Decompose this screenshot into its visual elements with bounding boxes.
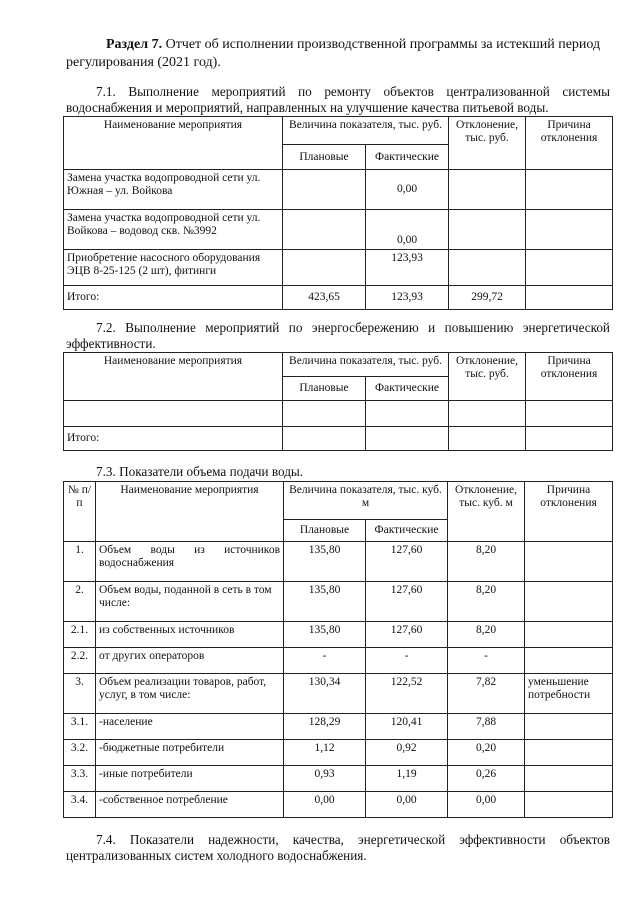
s71-total-label: Итого: xyxy=(64,286,283,310)
s73-cell-plan: - xyxy=(284,648,366,674)
s71-header-reason: Причина отклонения xyxy=(526,117,613,170)
s73-table xyxy=(63,481,613,818)
s71-row-plan xyxy=(283,250,366,286)
s73-header-plan: Плановые xyxy=(284,520,366,542)
s71-row-fact: 0,00 xyxy=(366,210,449,250)
s73-cell-name: Объем воды, поданной в сеть в том числе: xyxy=(96,582,284,622)
s71-total-dev: 299,72 xyxy=(449,286,526,310)
s71-row-name: Замена участка водопроводной сети ул. Южная – ул. Войкова xyxy=(64,170,283,210)
s73-cell-dev: 8,20 xyxy=(448,622,525,648)
s73-cell-fact: 127,60 xyxy=(366,542,448,582)
s73-cell-reason xyxy=(525,740,613,766)
s71-header-plan: Плановые xyxy=(283,145,366,170)
s73-cell-reason xyxy=(525,792,613,818)
s73-cell-fact: - xyxy=(366,648,448,674)
s73-cell-num: 3.3. xyxy=(64,766,96,792)
s71-header-value: Величина показателя, тыс. руб. xyxy=(283,117,449,145)
s73-cell-plan: 1,12 xyxy=(284,740,366,766)
s73-header-name: Наименование мероприятия xyxy=(96,482,284,542)
s73-cell-reason xyxy=(525,766,613,792)
s71-header-fact: Фактические xyxy=(366,145,449,170)
table-row xyxy=(64,740,613,766)
s73-cell-fact: 127,60 xyxy=(366,582,448,622)
s72-header-reason: Причина отклонения xyxy=(526,353,613,401)
s73-cell-reason xyxy=(525,714,613,740)
s72-header-dev: Отклонение, тыс. руб. xyxy=(449,353,526,401)
s73-cell-fact: 122,52 xyxy=(366,674,448,714)
table-row xyxy=(64,648,613,674)
s72-row-plan xyxy=(283,401,366,427)
s73-cell-dev: 0,20 xyxy=(448,740,525,766)
s73-cell-reason xyxy=(525,648,613,674)
s71-row-name: Приобретение насосного оборудования ЭЦВ 8-25-125 (2 шт), фитинги xyxy=(64,250,283,286)
s73-cell-num: 2.1. xyxy=(64,622,96,648)
s72-row-dev xyxy=(449,401,526,427)
s73-cell-name: -собственное потребление xyxy=(96,792,284,818)
s73-header-dev: Отклонение, тыс. куб. м xyxy=(448,482,525,542)
s73-cell-plan: 0,93 xyxy=(284,766,366,792)
s73-cell-reason xyxy=(525,542,613,582)
s72-total-dev xyxy=(449,427,526,451)
s73-header-reason: Причина отклонения xyxy=(525,482,613,542)
s73-cell-reason: уменьшение потребности xyxy=(525,674,613,714)
s72-header-name: Наименование мероприятия xyxy=(64,353,283,401)
s72-title: 7.2. Выполнение мероприятий по энергосбережению и повышению энергетической эффективности. xyxy=(66,320,610,351)
s71-row-dev xyxy=(449,210,526,250)
table-row xyxy=(64,714,613,740)
section-heading-text: Отчет об исполнении производственной программы за истекший период регулирования (2021 год). xyxy=(66,37,601,70)
table-row xyxy=(64,582,613,622)
s72-total-reason xyxy=(526,427,613,451)
s72-total-plan xyxy=(283,427,366,451)
s71-row-plan xyxy=(283,170,366,210)
s71-row-reason xyxy=(526,170,613,210)
table-row xyxy=(64,210,613,250)
s72-total-fact xyxy=(366,427,449,451)
table-row xyxy=(64,766,613,792)
s72-table xyxy=(63,352,613,451)
s71-row-plan xyxy=(283,210,366,250)
s73-cell-plan: 0,00 xyxy=(284,792,366,818)
s73-cell-plan: 128,29 xyxy=(284,714,366,740)
s72-header-plan: Плановые xyxy=(283,377,366,401)
s73-cell-name: Объем воды из источников водоснабжения xyxy=(96,542,284,582)
s71-total-plan: 423,65 xyxy=(283,286,366,310)
s72-header-value: Величина показателя, тыс. руб. xyxy=(283,353,449,377)
s71-row-dev xyxy=(449,170,526,210)
section-heading-bold: Раздел 7. xyxy=(106,37,163,52)
s71-row-fact: 123,93 xyxy=(366,250,449,286)
s73-title: 7.3. Показатели объема подачи воды. xyxy=(96,464,304,479)
s73-cell-name: от других операторов xyxy=(96,648,284,674)
table-row xyxy=(64,622,613,648)
table-row xyxy=(64,401,613,427)
s71-row-reason xyxy=(526,210,613,250)
s73-header-num: № п/п xyxy=(64,482,96,542)
s73-cell-reason xyxy=(525,582,613,622)
s73-cell-dev: 7,88 xyxy=(448,714,525,740)
s71-total-reason xyxy=(526,286,613,310)
s73-cell-dev: 8,20 xyxy=(448,542,525,582)
s73-cell-num: 3. xyxy=(64,674,96,714)
table-row xyxy=(64,792,613,818)
s73-cell-fact: 120,41 xyxy=(366,714,448,740)
s73-cell-fact: 0,92 xyxy=(366,740,448,766)
s73-cell-dev: - xyxy=(448,648,525,674)
s71-row-name: Замена участка водопроводной сети ул. Войкова – водовод скв. №3992 xyxy=(64,210,283,250)
s71-row-reason xyxy=(526,250,613,286)
table-row xyxy=(64,542,613,582)
s73-cell-plan: 135,80 xyxy=(284,542,366,582)
s71-row-dev xyxy=(449,250,526,286)
s71-header-dev: Отклонение, тыс. руб. xyxy=(449,117,526,170)
s73-cell-num: 1. xyxy=(64,542,96,582)
s71-row-fact: 0,00 xyxy=(366,170,449,210)
s73-header-fact: Фактические xyxy=(366,520,448,542)
s73-cell-num: 3.4. xyxy=(64,792,96,818)
table-row-total xyxy=(64,286,613,310)
s72-row-name xyxy=(64,401,283,427)
s73-cell-name: -иные потребители xyxy=(96,766,284,792)
s73-cell-dev: 0,26 xyxy=(448,766,525,792)
s72-header-fact: Фактические xyxy=(366,377,449,401)
s72-total-label: Итого: xyxy=(64,427,283,451)
s73-cell-name: из собственных источников xyxy=(96,622,284,648)
s73-cell-num: 2. xyxy=(64,582,96,622)
s72-row-reason xyxy=(526,401,613,427)
s73-cell-plan: 135,80 xyxy=(284,622,366,648)
s74-title: 7.4. Показатели надежности, качества, энергетической эффективности объектов централизованных систем холодного водоснабжения. xyxy=(66,832,610,863)
s72-row-fact xyxy=(366,401,449,427)
s71-header-name: Наименование мероприятия xyxy=(64,117,283,170)
s73-cell-num: 3.2. xyxy=(64,740,96,766)
s73-cell-dev: 7,82 xyxy=(448,674,525,714)
s73-cell-reason xyxy=(525,622,613,648)
s73-cell-plan: 135,80 xyxy=(284,582,366,622)
s73-cell-fact: 127,60 xyxy=(366,622,448,648)
table-row xyxy=(64,170,613,210)
s73-cell-name: Объем реализации товаров, работ, услуг, в том числе: xyxy=(96,674,284,714)
s73-cell-dev: 8,20 xyxy=(448,582,525,622)
table-row-total xyxy=(64,427,613,451)
s73-cell-fact: 1,19 xyxy=(366,766,448,792)
s73-cell-name: -бюджетные потребители xyxy=(96,740,284,766)
table-row xyxy=(64,250,613,286)
s71-title: 7.1. Выполнение мероприятий по ремонту объектов централизованной системы водоснабжения и мероприятий, направленных на улучшение качества питьевой воды. xyxy=(66,84,610,115)
s71-total-fact: 123,93 xyxy=(366,286,449,310)
table-row xyxy=(64,674,613,714)
s73-cell-fact: 0,00 xyxy=(366,792,448,818)
s73-header-value: Величина показателя, тыс. куб. м xyxy=(284,482,448,520)
s73-cell-num: 3.1. xyxy=(64,714,96,740)
s73-cell-dev: 0,00 xyxy=(448,792,525,818)
s73-cell-name: -население xyxy=(96,714,284,740)
section-heading xyxy=(66,36,616,72)
s73-cell-num: 2.2. xyxy=(64,648,96,674)
s73-cell-plan: 130,34 xyxy=(284,674,366,714)
s71-table xyxy=(63,116,613,310)
